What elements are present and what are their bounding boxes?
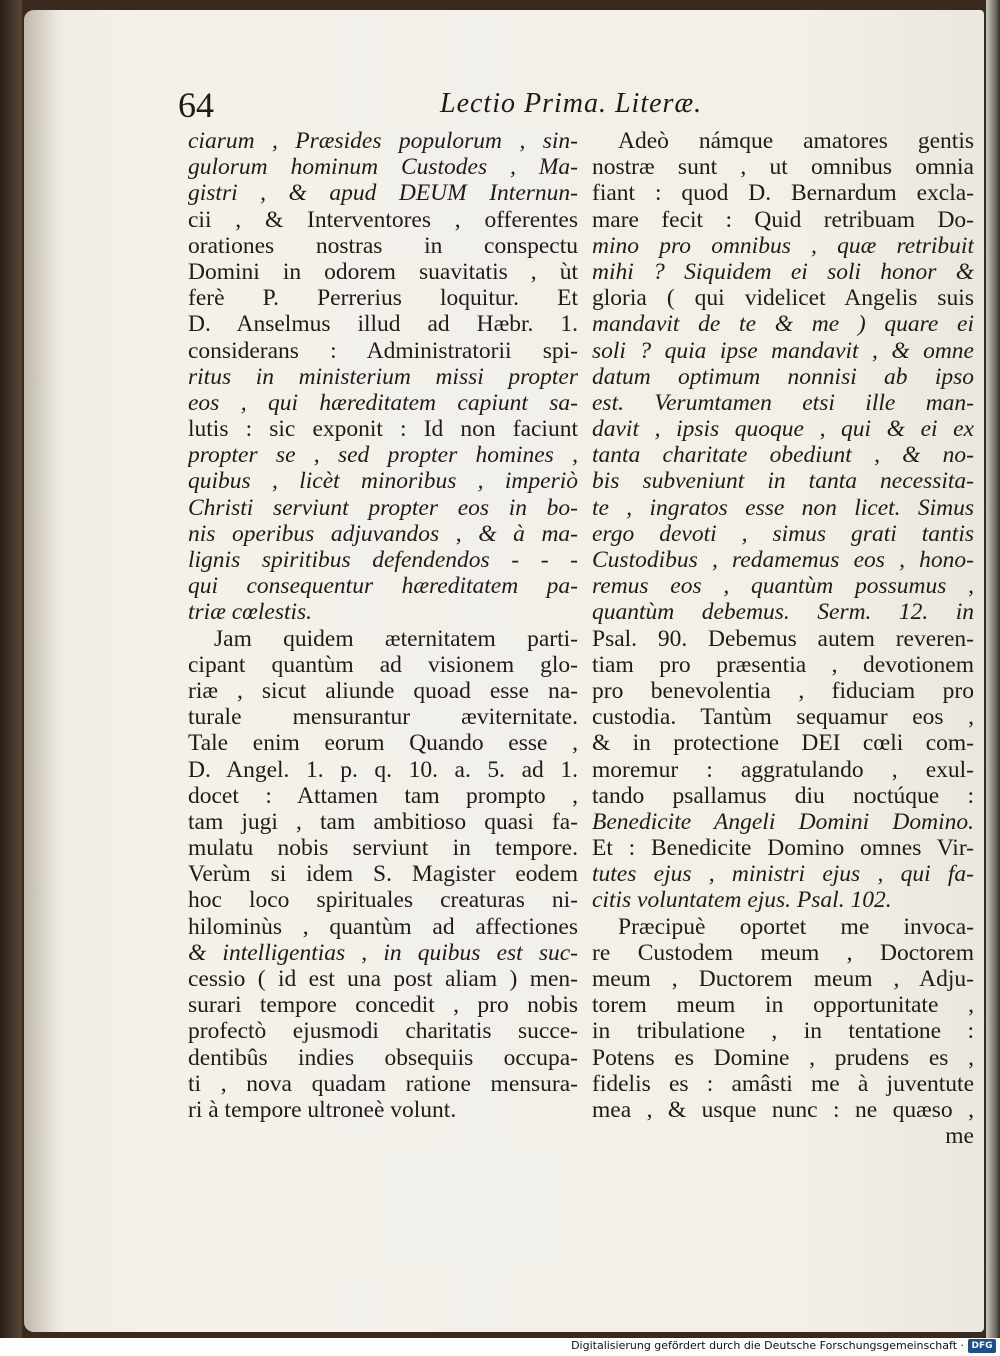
text-line: Benedicite Angeli Domini Domino.	[592, 808, 974, 835]
text-line: cipant quantùm ad visionem glo-	[188, 651, 578, 678]
text-line: lutis : sic exponit : Id non faciunt	[188, 416, 578, 443]
text-line: nis operibus adjuvandos , & à ma-	[188, 520, 578, 547]
text-line: ti , nova quadam ratione mensura-	[188, 1070, 578, 1097]
text-line: D. Angel. 1. p. q. 10. a. 5. ad 1.	[188, 756, 578, 783]
text-line: datum optimum nonnisi ab ipso	[592, 363, 974, 390]
text-line: soli ? quia ipse mandavit , & omne	[592, 337, 974, 364]
right-text-column	[592, 128, 974, 1149]
text-line: orationes nostras in conspectu	[188, 232, 578, 259]
text-line: Potens es Domine , prudens es ,	[592, 1044, 974, 1071]
running-head: Lectio Prima. Literæ.	[440, 88, 703, 119]
text-line: nostræ sunt , ut omnibus omnia	[592, 154, 974, 181]
text-line: lignis spiritibus defendendos - - -	[188, 547, 578, 573]
text-line: hoc loco spirituales creaturas ni-	[188, 887, 578, 914]
text-line: bis subveniunt in tanta necessita-	[592, 468, 974, 495]
text-line: hilominùs , quantùm ad affectiones	[188, 913, 578, 940]
text-line: mino pro omnibus , quæ retribuit	[592, 232, 974, 259]
text-line: Tale enim eorum Quando esse ,	[188, 730, 578, 757]
text-line: tiam pro præsentia , devotionem	[592, 651, 974, 678]
text-line: quantùm debemus. Serm. 12. in	[592, 599, 974, 626]
text-line: cii , & Interventores , offerentes	[188, 206, 578, 233]
text-line: fiant : quod D. Bernardum excla-	[592, 180, 974, 207]
book-cover-edge	[0, 0, 22, 1338]
text-line: custodia. Tantùm sequamur eos ,	[592, 704, 974, 731]
text-line: eos , qui hæreditatem capiunt sa-	[188, 389, 578, 416]
text-line: docet : Attamen tam prompto ,	[188, 782, 578, 809]
text-line: pro benevolentia , fiduciam pro	[592, 677, 974, 704]
text-line: & intelligentias , in quibus est suc-	[188, 939, 578, 966]
text-line: ri à tempore ultroneè volunt.	[188, 1096, 457, 1123]
text-line: cessio ( id est una post aliam ) men-	[188, 966, 578, 992]
left-text-column	[188, 128, 578, 1123]
text-line: fidelis es : amâsti me à juventute	[592, 1070, 974, 1097]
text-line: propter se , sed propter homines ,	[188, 442, 578, 469]
text-line: Verùm si idem S. Magister eodem	[188, 861, 578, 888]
dfg-logo: DFG	[968, 1339, 996, 1353]
text-line: davit , ipsis quoque , qui & ei ex	[592, 416, 974, 443]
text-line: ergo devoti , simus grati tantis	[592, 520, 974, 547]
text-line: Psal. 90. Debemus autem reveren-	[592, 625, 974, 652]
text-line: mare fecit : Quid retribuam Do-	[592, 206, 974, 233]
text-line: gloria ( qui videlicet Angelis suis	[592, 285, 974, 312]
text-line: me	[945, 1123, 974, 1150]
text-line: Domini in odorem suavitatis , ùt	[188, 258, 578, 285]
text-line: tam jugi , tam ambitioso quasi fa-	[188, 808, 578, 835]
text-line: est. Verumtamen etsi ille man-	[592, 389, 974, 416]
page-header	[0, 80, 1000, 130]
text-line: dentibûs indies obsequiis occupa-	[188, 1044, 578, 1071]
text-line: quibus , licèt minoribus , imperiò	[188, 468, 578, 495]
text-line: mea , & usque nunc : ne quæso ,	[592, 1096, 974, 1123]
text-line: mandavit de te & me ) quare ei	[592, 311, 974, 338]
text-line: tando psallamus diu noctúque :	[592, 782, 974, 809]
text-line: qui consequentur hæreditatem pa-	[188, 573, 578, 600]
text-line: mulatu nobis serviunt in tempore.	[188, 835, 578, 862]
text-line: moremur : aggratulando , exul-	[592, 756, 974, 783]
text-line: surari tempore concedit , pro nobis	[188, 992, 578, 1019]
text-line: & in protectione DEI cœli com-	[592, 730, 974, 757]
text-line: ferè P. Perrerius loquitur. Et	[188, 285, 578, 312]
text-line: profectò ejusmodi charitatis succe-	[188, 1018, 578, 1045]
text-line: re Custodem meum , Doctorem	[592, 939, 974, 966]
text-line: triæ cœlestis.	[188, 599, 313, 626]
text-line: gulorum hominum Custodes , Ma-	[188, 154, 578, 181]
text-line: riæ , sicut aliunde quoad esse na-	[188, 677, 578, 704]
text-line: Et : Benedicite Domino omnes Vir-	[592, 835, 974, 862]
text-line: considerans : Administratorii spi-	[188, 337, 578, 364]
text-line: D. Anselmus illud ad Hæbr. 1.	[188, 311, 578, 338]
text-line: mihi ? Siquidem ei soli honor &	[592, 258, 974, 285]
funding-note: Digitalisierung gefördert durch die Deutsche Forschungsgemeinschaft ·	[571, 1339, 964, 1352]
page-edge-shadow	[986, 0, 1000, 1338]
footer-bar	[0, 1338, 1000, 1356]
text-line: Adeò námque amatores gentis	[618, 128, 974, 154]
text-line: ritus in ministerium missi propter	[188, 363, 578, 390]
text-line: remus eos , quantùm possumus ,	[592, 573, 974, 600]
text-line: in tribulatione , in tentatione :	[592, 1018, 974, 1045]
text-line: meum , Ductorem meum , Adju-	[592, 966, 974, 992]
text-line: torem meum in opportunitate ,	[592, 992, 974, 1019]
text-line: Christi serviunt propter eos in bo-	[188, 494, 578, 521]
text-line: Jam quidem æternitatem parti-	[214, 625, 578, 652]
text-line: Custodibus , redamemus eos , hono-	[592, 547, 974, 573]
page-number: 64	[178, 85, 214, 125]
text-line: citis voluntatem ejus. Psal. 102.	[592, 887, 892, 914]
text-line: Præcipuè oportet me invoca-	[618, 913, 974, 940]
text-line: tutes ejus , ministri ejus , qui fa-	[592, 861, 974, 888]
text-line: gistri , & apud DEUM Internun-	[188, 180, 578, 207]
text-line: turale mensurantur æviternitate.	[188, 704, 578, 731]
text-line: te , ingratos esse non licet. Simus	[592, 494, 974, 521]
text-line: tanta charitate obediunt , & no-	[592, 442, 974, 469]
text-line: ciarum , Præsides populorum , sin-	[188, 128, 578, 154]
